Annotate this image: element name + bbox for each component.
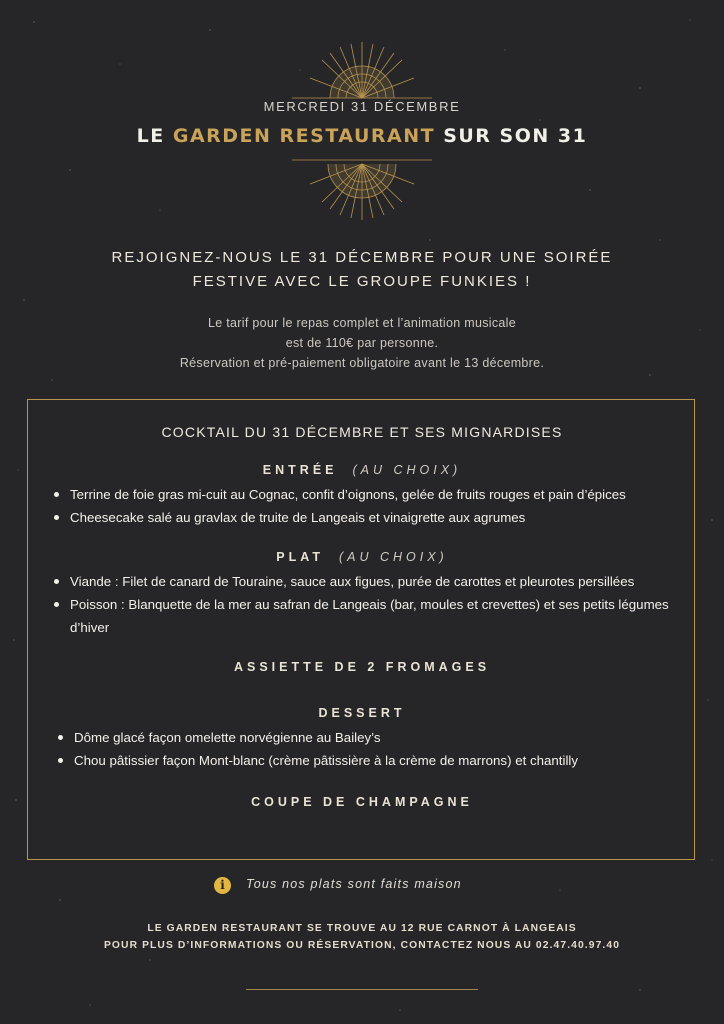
sunburst-top-ornament — [292, 38, 432, 100]
event-headline — [60, 246, 664, 294]
page-title — [0, 125, 724, 147]
entree-choice: (AU CHOIX) — [352, 463, 462, 477]
entree-list — [52, 483, 682, 529]
plat-title: PLAT — [276, 550, 324, 564]
plat-heading — [0, 550, 724, 564]
title-part-1: LE — [136, 125, 173, 147]
fromages-heading: ASSIETTE DE 2 FROMAGES — [233, 660, 491, 674]
contact-line: POUR PLUS D’INFORMATIONS OU RÉSERVATION, CONTACTEZ NOUS AU 02.47.40.97.40 — [103, 940, 621, 951]
list-item: Poisson : Blanquette de la mer au safran de Langeais (bar, moules et crevettes) et ses petits légumes d’hiver — [52, 593, 682, 639]
champagne-heading: COUPE DE CHAMPAGNE — [251, 795, 473, 809]
list-item: Chou pâtissier façon Mont-blanc (crème pâtissière à la crème de marrons) et chantilly — [56, 749, 682, 772]
bottom-divider — [246, 989, 478, 990]
sunburst-bottom-ornament — [292, 152, 432, 222]
homemade-note: Tous nos plats sont faits maison — [246, 877, 462, 891]
cocktail-heading: COCKTAIL DU 31 DÉCEMBRE ET SES MIGNARDISES — [161, 424, 563, 440]
list-item: Dôme glacé façon omelette norvégienne au Bailey’s — [56, 726, 682, 749]
address-line: LE GARDEN RESTAURANT SE TROUVE AU 12 RUE CARNOT À LANGEAIS — [147, 923, 577, 934]
dessert-heading: DESSERT — [318, 706, 406, 720]
list-item: Cheesecake salé au gravlax de truite de Langeais et vinaigrette aux agrumes — [52, 506, 682, 529]
tarif-line-2: est de 110€ par personne. — [285, 336, 439, 350]
headline-line-1: REJOIGNEZ-NOUS LE 31 DÉCEMBRE POUR UNE SOIRÉE — [111, 249, 613, 266]
dessert-list — [56, 726, 682, 772]
plat-choice: (AU CHOIX) — [338, 550, 448, 564]
info-icon: i — [214, 877, 231, 894]
entree-title: ENTRÉE — [262, 463, 338, 477]
price-info — [60, 313, 664, 373]
tarif-line-3: Réservation et pré-paiement obligatoire avant le 13 décembre. — [179, 356, 545, 370]
tarif-line-1: Le tarif pour le repas complet et l’animation musicale — [207, 316, 516, 330]
title-part-2: SUR SON 31 — [435, 125, 588, 147]
event-date: MERCREDI 31 DÉCEMBRE — [263, 99, 461, 114]
list-item: Viande : Filet de canard de Touraine, sauce aux figues, purée de carottes et pleurotes persillées — [52, 570, 682, 593]
entree-heading — [0, 463, 724, 477]
plat-list — [52, 570, 682, 639]
list-item: Terrine de foie gras mi-cuit au Cognac, confit d’oignons, gelée de fruits rouges et pain d’épices — [52, 483, 682, 506]
headline-line-2: FESTIVE AVEC LE GROUPE FUNKIES ! — [192, 273, 532, 290]
title-accent: GARDEN RESTAURANT — [172, 125, 436, 147]
